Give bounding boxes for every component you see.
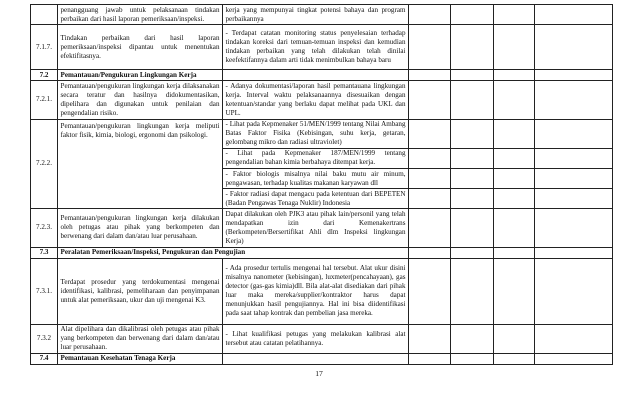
check-cell [494, 209, 535, 247]
notes-cell [535, 70, 613, 81]
criteria-text: Alat dipelihara dan dikalibrasi oleh petugas atau pihak yang berkompeten dan berwenang dari dalam dan/atau luar perusahaan. [58, 324, 223, 353]
section-title: Peralatan Pemeriksaan/Inspeksi, Pengukuran dan Pengujian [58, 247, 409, 258]
criteria-guidance: - Lihat pada Kepmenaker 51/MEN/1999 tentang Nilai Ambang Batas Faktor Fisika (Kebisingan, suhu kerja, getaran, gelombang mikro dan radiasi ultraviolet) [223, 119, 409, 148]
criteria-guidance: - Lihat pada Kepmenaker 187/MEN/1999 tentang pengendalian bahan kimia berbahaya ditempat kerja. [223, 148, 409, 168]
notes-cell [535, 81, 613, 119]
check-cell [409, 209, 451, 247]
check-cell [409, 353, 451, 364]
page-number: 17 [315, 369, 323, 378]
check-cell [494, 148, 535, 168]
section-number: 7.3 [31, 247, 58, 258]
criteria-guidance: - Faktor biologis misalnya nilai baku mutu air minum, pengawasan, terhadap kualitas makanan karyawan dll [223, 168, 409, 188]
criteria-number: 7.2.1. [31, 81, 58, 119]
check-cell [409, 258, 451, 324]
check-cell [451, 81, 494, 119]
check-cell [451, 209, 494, 247]
criteria-guidance: - Terdapat catatan monitoring status penyelesaian terhadap tindakan koreksi dari temuan-temuan inspeksi dan kemudian tindakan perbaikan yang telah dilakukan telah dinilai keefektifannya dalam arti tidak menimbulkan bahaya baru [223, 25, 409, 70]
check-cell [409, 247, 451, 258]
check-cell [494, 247, 535, 258]
section-title: Pemantauan Kesehatan Tenaga Kerja [58, 353, 223, 364]
check-cell [451, 258, 494, 324]
section-row [31, 353, 613, 364]
criteria-guidance: - Lihat kualifikasi petugas yang melakukan kalibrasi alat tersebut atau catatan pelatihannya. [223, 324, 409, 353]
notes-cell [535, 324, 613, 353]
criteria-guidance: - Faktor radiasi dapat mengacu pada ketentuan dari BEPETEN (Badan Pengawas Tenaga Nuklir) Indonesia [223, 189, 409, 209]
check-cell [409, 148, 451, 168]
audit-criteria-table [30, 4, 613, 365]
empty-cell [223, 353, 409, 364]
check-cell [494, 168, 535, 188]
section-row [31, 247, 613, 258]
check-cell [494, 70, 535, 81]
criteria-guidance: Dapat dilakukan oleh PJK3 atau pihak lain/personil yang telah mendapatkan izin dari Kemenakertrans (Berkompeten/Bersertifikat Ahli dlm Inspeksi lingkungan Kerja) [223, 209, 409, 247]
notes-cell [535, 148, 613, 168]
check-cell [451, 148, 494, 168]
notes-cell [535, 189, 613, 209]
table-row [31, 324, 613, 353]
criteria-text: Tindakan perbaikan dari hasil laporan pemeriksaan/inspeksi dipantau untuk menentukan efektifitasnya. [58, 25, 223, 70]
check-cell [409, 5, 451, 25]
notes-cell [535, 258, 613, 324]
section-number: 7.2 [31, 70, 58, 81]
check-cell [451, 70, 494, 81]
check-cell [451, 324, 494, 353]
check-cell [494, 119, 535, 148]
criteria-number: 7.3.1. [31, 258, 58, 324]
check-cell [409, 81, 451, 119]
criteria-guidance: - Adanya dokumentasi/laporan hasil pemantauana lingkungan kerja. Interval waktu pelaksanaannya disesuaikan dengan ketentuan/standar yang berlaku dapat melihat pada UKL dan UPL. [223, 81, 409, 119]
notes-cell [535, 247, 613, 258]
section-title: Pemantauan/Pengukuran Lingkungan Kerja [58, 70, 223, 81]
notes-cell [535, 119, 613, 148]
check-cell [409, 324, 451, 353]
table-row [31, 119, 613, 148]
criteria-number: 7.1.7. [31, 25, 58, 70]
check-cell [451, 25, 494, 70]
criteria-number: 7.2.3. [31, 209, 58, 247]
notes-cell [535, 353, 613, 364]
criteria-text: penangguang jawab untuk pelaksanaan tindakan perbaikan dari hasil laporan pemeriksaan/inspeksi. [58, 5, 223, 25]
notes-cell [535, 168, 613, 188]
check-cell [409, 119, 451, 148]
check-cell [451, 5, 494, 25]
check-cell [409, 25, 451, 70]
table-row [31, 81, 613, 119]
check-cell [451, 353, 494, 364]
criteria-number [31, 5, 58, 25]
check-cell [494, 324, 535, 353]
check-cell [494, 258, 535, 324]
table-row [31, 5, 613, 25]
check-cell [494, 81, 535, 119]
section-row [31, 70, 613, 81]
criteria-text: Pemantauan/pengukuran lingkungan kerja dilakukan oleh petugas atau pihak yang berkompeten dan berwenang dari dalam dan/atau luar perusahaan. [58, 209, 223, 247]
notes-cell [535, 25, 613, 70]
notes-cell [535, 209, 613, 247]
criteria-number: 7.3.2 [31, 324, 58, 353]
check-cell [494, 5, 535, 25]
criteria-number: 7.2.2. [31, 119, 58, 209]
table-row [31, 258, 613, 324]
criteria-text: Pemantauan/pengukuran lingkungan kerja dilaksanakan secara teratur dan hasilnya didokumentasikan, dipelihara dan digunakan untuk penilaian dan pengendalian risiko. [58, 81, 223, 119]
check-cell [451, 189, 494, 209]
check-cell [451, 247, 494, 258]
table-row [31, 25, 613, 70]
check-cell [409, 168, 451, 188]
criteria-guidance: kerja yang mempunyai tingkat potensi bahaya dan program perbaikannya [223, 5, 409, 25]
criteria-guidance: - Ada prosedur tertulis mengenai hal tersebut. Alat ukur disini misalnya nanometer (kebisingan), luxmeter(pencahayaan), gas detector (gas-gas kimia)dll. Bila alat-alat disediakan dari pihak luar maka mereka/supplier/kontraktor harus dapat menunjukkan hasil pengujiannya. Hal ini bisa diidentifikasi pada saat tahap kontrak dan pembelian jasa mereka. [223, 258, 409, 324]
check-cell [494, 353, 535, 364]
check-cell [494, 189, 535, 209]
check-cell [451, 119, 494, 148]
section-number: 7.4 [31, 353, 58, 364]
empty-cell [223, 70, 409, 81]
notes-cell [535, 5, 613, 25]
check-cell [451, 168, 494, 188]
check-cell [494, 25, 535, 70]
criteria-text: Pemantauan/pengukuran lingkungan kerja meliputi faktor fisik, kimia, biologi, ergonomi dan psikologi. [58, 119, 223, 209]
table-row [31, 209, 613, 247]
criteria-text: Terdapat prosedur yang terdokumentasi mengenai identifikasi, kalibrasi, pemeliharaan dan penyimpanan untuk alat pemeriksaan, ukur dan uji mengenai K3. [58, 258, 223, 324]
check-cell [409, 70, 451, 81]
check-cell [409, 189, 451, 209]
